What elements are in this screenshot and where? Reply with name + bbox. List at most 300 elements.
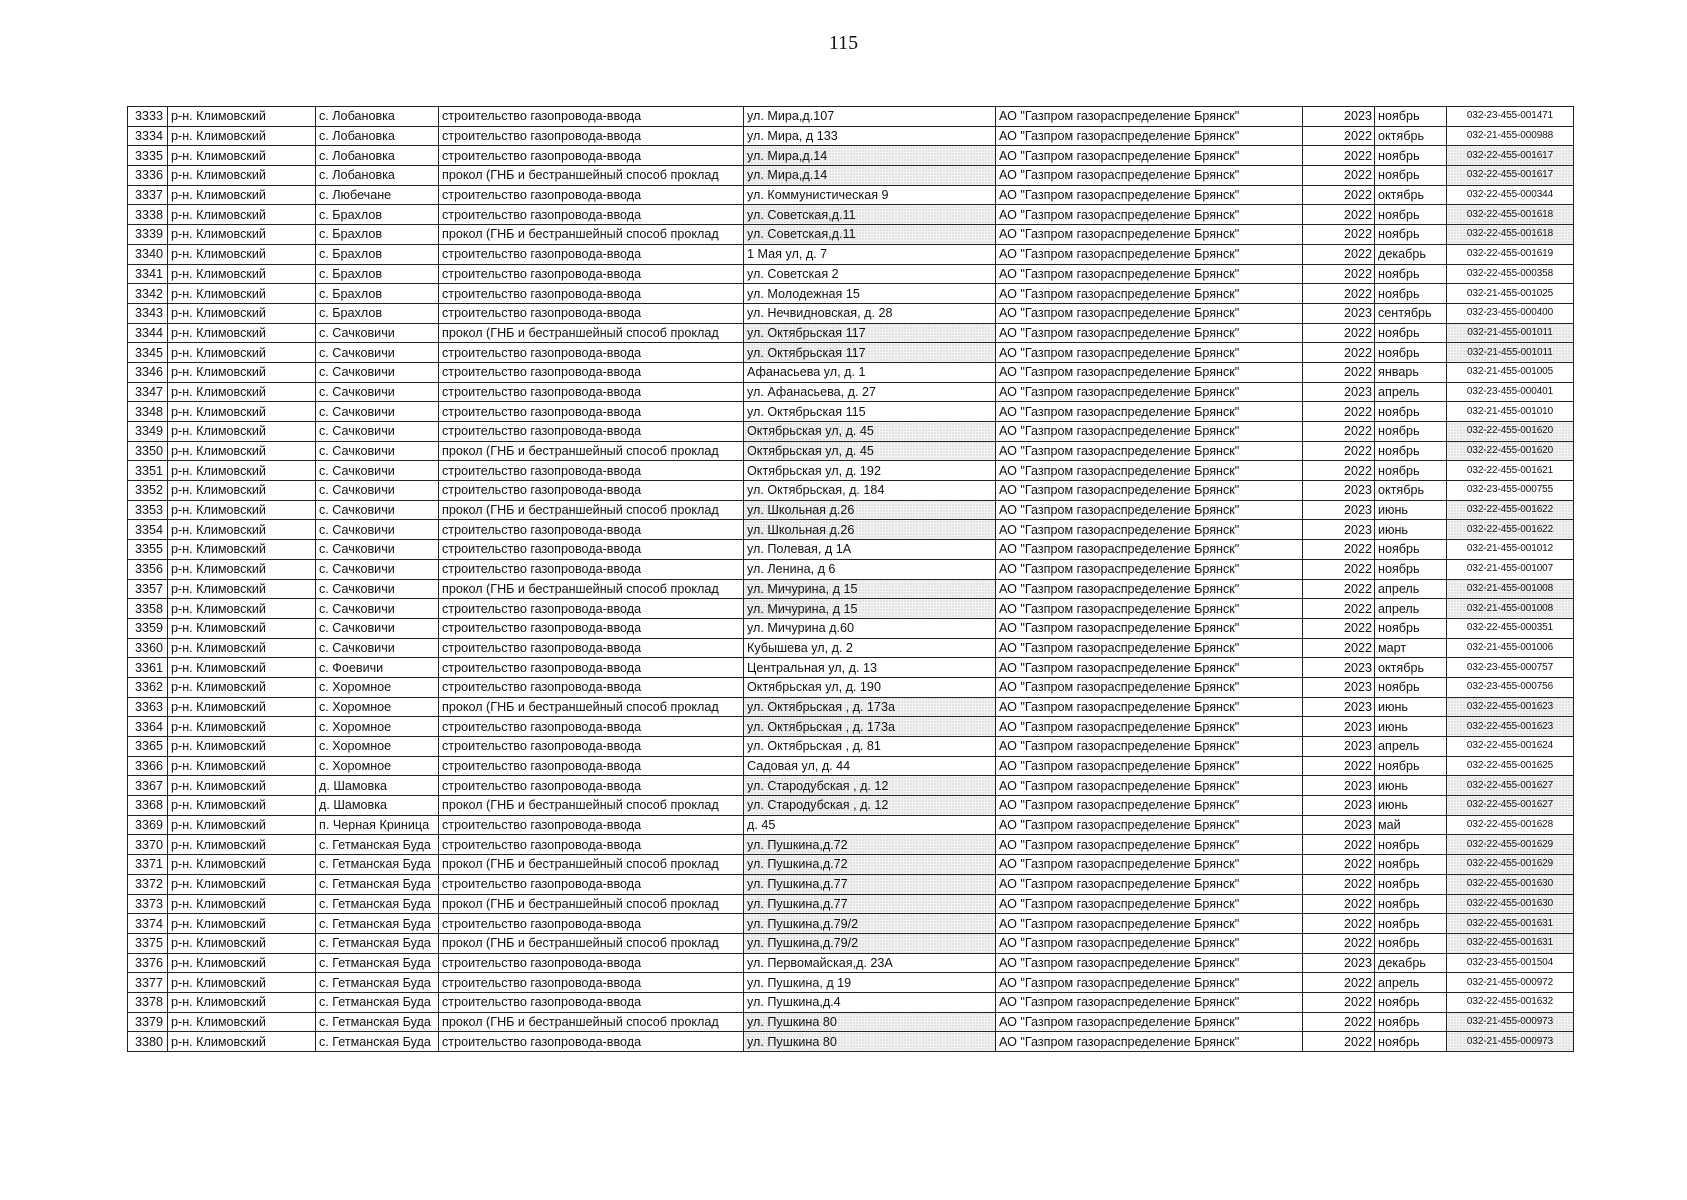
year-cell: 2022 — [1303, 343, 1375, 363]
year-cell: 2022 — [1303, 225, 1375, 245]
address-cell: д. 45 — [744, 815, 996, 835]
address-cell: Октябрьская ул, д. 192 — [744, 461, 996, 481]
work-type-cell: строительство газопровода-ввода — [439, 362, 744, 382]
table-row — [128, 500, 1574, 520]
work-type-cell: прокол (ГНБ и бестраншейный способ проклад — [439, 855, 744, 875]
code-cell: 032-22-455-001631 — [1447, 933, 1574, 953]
settlement-cell: с. Сачковичи — [316, 362, 439, 382]
code-cell: 032-22-455-001624 — [1447, 737, 1574, 757]
settlement-cell: с. Сачковичи — [316, 599, 439, 619]
settlement-cell: с. Любечане — [316, 185, 439, 205]
address-cell: Кубышева ул, д. 2 — [744, 638, 996, 658]
work-type-cell: строительство газопровода-ввода — [439, 874, 744, 894]
organization-cell: АО "Газпром газораспределение Брянск" — [996, 618, 1303, 638]
row-number-cell: 3378 — [128, 992, 168, 1012]
settlement-cell: с. Сачковичи — [316, 402, 439, 422]
year-cell: 2022 — [1303, 1012, 1375, 1032]
address-cell: ул. Первомайская,д. 23А — [744, 953, 996, 973]
work-type-cell: строительство газопровода-ввода — [439, 402, 744, 422]
code-cell: 032-22-455-001617 — [1447, 166, 1574, 186]
row-number-cell: 3336 — [128, 166, 168, 186]
month-cell: ноябрь — [1375, 166, 1447, 186]
row-number-cell: 3377 — [128, 973, 168, 993]
month-cell: ноябрь — [1375, 992, 1447, 1012]
row-number-cell: 3341 — [128, 264, 168, 284]
row-number-cell: 3362 — [128, 677, 168, 697]
organization-cell: АО "Газпром газораспределение Брянск" — [996, 717, 1303, 737]
row-number-cell: 3339 — [128, 225, 168, 245]
organization-cell: АО "Газпром газораспределение Брянск" — [996, 953, 1303, 973]
organization-cell: АО "Газпром газораспределение Брянск" — [996, 205, 1303, 225]
year-cell: 2023 — [1303, 658, 1375, 678]
settlement-cell: с. Фоевичи — [316, 658, 439, 678]
work-type-cell: строительство газопровода-ввода — [439, 107, 744, 127]
month-cell: март — [1375, 638, 1447, 658]
district-cell: р-н. Климовский — [168, 1032, 316, 1052]
work-type-cell: прокол (ГНБ и бестраншейный способ проклад — [439, 796, 744, 816]
table-row — [128, 933, 1574, 953]
district-cell: р-н. Климовский — [168, 894, 316, 914]
records-table — [127, 106, 1574, 1052]
organization-cell: АО "Газпром газораспределение Брянск" — [996, 303, 1303, 323]
year-cell: 2022 — [1303, 559, 1375, 579]
work-type-cell: строительство газопровода-ввода — [439, 618, 744, 638]
month-cell: ноябрь — [1375, 1012, 1447, 1032]
code-cell: 032-21-455-001008 — [1447, 599, 1574, 619]
table-row — [128, 284, 1574, 304]
organization-cell: АО "Газпром газораспределение Брянск" — [996, 815, 1303, 835]
work-type-cell: строительство газопровода-ввода — [439, 284, 744, 304]
month-cell: ноябрь — [1375, 107, 1447, 127]
year-cell: 2022 — [1303, 579, 1375, 599]
organization-cell: АО "Газпром газораспределение Брянск" — [996, 441, 1303, 461]
settlement-cell: с. Хоромное — [316, 737, 439, 757]
month-cell: ноябрь — [1375, 225, 1447, 245]
row-number-cell: 3335 — [128, 146, 168, 166]
records-body — [128, 107, 1574, 1052]
district-cell: р-н. Климовский — [168, 677, 316, 697]
address-cell: ул. Пушкина,д.72 — [744, 835, 996, 855]
year-cell: 2022 — [1303, 205, 1375, 225]
table-row — [128, 540, 1574, 560]
year-cell: 2022 — [1303, 756, 1375, 776]
settlement-cell: с. Сачковичи — [316, 579, 439, 599]
settlement-cell: с. Хоромное — [316, 717, 439, 737]
code-cell: 032-22-455-001623 — [1447, 717, 1574, 737]
code-cell: 032-22-455-001625 — [1447, 756, 1574, 776]
table-row — [128, 323, 1574, 343]
address-cell: ул. Пушкина,д.4 — [744, 992, 996, 1012]
row-number-cell: 3371 — [128, 855, 168, 875]
year-cell: 2022 — [1303, 264, 1375, 284]
organization-cell: АО "Газпром газораспределение Брянск" — [996, 874, 1303, 894]
year-cell: 2023 — [1303, 815, 1375, 835]
work-type-cell: строительство газопровода-ввода — [439, 126, 744, 146]
table-row — [128, 776, 1574, 796]
district-cell: р-н. Климовский — [168, 953, 316, 973]
address-cell: ул. Афанасьева, д. 27 — [744, 382, 996, 402]
code-cell: 032-23-455-001471 — [1447, 107, 1574, 127]
month-cell: декабрь — [1375, 953, 1447, 973]
settlement-cell: с. Лобановка — [316, 146, 439, 166]
work-type-cell: строительство газопровода-ввода — [439, 756, 744, 776]
work-type-cell: строительство газопровода-ввода — [439, 303, 744, 323]
month-cell: ноябрь — [1375, 933, 1447, 953]
row-number-cell: 3363 — [128, 697, 168, 717]
organization-cell: АО "Газпром газораспределение Брянск" — [996, 540, 1303, 560]
table-row — [128, 481, 1574, 501]
work-type-cell: прокол (ГНБ и бестраншейный способ проклад — [439, 579, 744, 599]
address-cell: ул. Советская,д.11 — [744, 205, 996, 225]
address-cell: ул. Октябрьская , д. 173а — [744, 717, 996, 737]
year-cell: 2022 — [1303, 1032, 1375, 1052]
row-number-cell: 3374 — [128, 914, 168, 934]
work-type-cell: прокол (ГНБ и бестраншейный способ проклад — [439, 500, 744, 520]
address-cell: ул. Октябрьская 117 — [744, 323, 996, 343]
month-cell: июнь — [1375, 776, 1447, 796]
month-cell: ноябрь — [1375, 914, 1447, 934]
address-cell: 1 Мая ул, д. 7 — [744, 244, 996, 264]
district-cell: р-н. Климовский — [168, 481, 316, 501]
district-cell: р-н. Климовский — [168, 303, 316, 323]
settlement-cell: с. Гетманская Буда — [316, 1032, 439, 1052]
table-row — [128, 599, 1574, 619]
work-type-cell: строительство газопровода-ввода — [439, 205, 744, 225]
month-cell: ноябрь — [1375, 323, 1447, 343]
district-cell: р-н. Климовский — [168, 343, 316, 363]
settlement-cell: с. Брахлов — [316, 205, 439, 225]
month-cell: июнь — [1375, 796, 1447, 816]
settlement-cell: с. Сачковичи — [316, 343, 439, 363]
work-type-cell: строительство газопровода-ввода — [439, 382, 744, 402]
district-cell: р-н. Климовский — [168, 658, 316, 678]
month-cell: ноябрь — [1375, 677, 1447, 697]
year-cell: 2022 — [1303, 599, 1375, 619]
month-cell: ноябрь — [1375, 835, 1447, 855]
district-cell: р-н. Климовский — [168, 992, 316, 1012]
address-cell: ул. Пушкина, д 19 — [744, 973, 996, 993]
settlement-cell: с. Хоромное — [316, 756, 439, 776]
code-cell: 032-23-455-000400 — [1447, 303, 1574, 323]
settlement-cell: с. Сачковичи — [316, 500, 439, 520]
district-cell: р-н. Климовский — [168, 441, 316, 461]
organization-cell: АО "Газпром газораспределение Брянск" — [996, 658, 1303, 678]
row-number-cell: 3360 — [128, 638, 168, 658]
address-cell: ул. Нечвидновская, д. 28 — [744, 303, 996, 323]
organization-cell: АО "Газпром газораспределение Брянск" — [996, 697, 1303, 717]
month-cell: май — [1375, 815, 1447, 835]
table-row — [128, 658, 1574, 678]
code-cell: 032-23-455-000757 — [1447, 658, 1574, 678]
work-type-cell: строительство газопровода-ввода — [439, 264, 744, 284]
address-cell: Центральная ул, д. 13 — [744, 658, 996, 678]
row-number-cell: 3358 — [128, 599, 168, 619]
district-cell: р-н. Климовский — [168, 973, 316, 993]
address-cell: ул. Школьная д.26 — [744, 520, 996, 540]
row-number-cell: 3345 — [128, 343, 168, 363]
table-row — [128, 874, 1574, 894]
year-cell: 2023 — [1303, 953, 1375, 973]
address-cell: ул. Мичурина д.60 — [744, 618, 996, 638]
row-number-cell: 3346 — [128, 362, 168, 382]
settlement-cell: с. Лобановка — [316, 166, 439, 186]
code-cell: 032-22-455-001621 — [1447, 461, 1574, 481]
code-cell: 032-22-455-001622 — [1447, 520, 1574, 540]
settlement-cell: с. Сачковичи — [316, 638, 439, 658]
table-row — [128, 697, 1574, 717]
district-cell: р-н. Климовский — [168, 796, 316, 816]
settlement-cell: п. Черная Криница — [316, 815, 439, 835]
district-cell: р-н. Климовский — [168, 166, 316, 186]
month-cell: ноябрь — [1375, 441, 1447, 461]
district-cell: р-н. Климовский — [168, 559, 316, 579]
district-cell: р-н. Климовский — [168, 520, 316, 540]
row-number-cell: 3372 — [128, 874, 168, 894]
month-cell: декабрь — [1375, 244, 1447, 264]
row-number-cell: 3375 — [128, 933, 168, 953]
address-cell: ул. Октябрьская , д. 173а — [744, 697, 996, 717]
organization-cell: АО "Газпром газораспределение Брянск" — [996, 264, 1303, 284]
work-type-cell: строительство газопровода-ввода — [439, 835, 744, 855]
table-row — [128, 520, 1574, 540]
district-cell: р-н. Климовский — [168, 205, 316, 225]
year-cell: 2022 — [1303, 461, 1375, 481]
address-cell: ул. Мира,д.107 — [744, 107, 996, 127]
settlement-cell: с. Гетманская Буда — [316, 874, 439, 894]
work-type-cell: строительство газопровода-ввода — [439, 244, 744, 264]
year-cell: 2023 — [1303, 303, 1375, 323]
address-cell: ул. Молодежная 15 — [744, 284, 996, 304]
year-cell: 2022 — [1303, 874, 1375, 894]
work-type-cell: строительство газопровода-ввода — [439, 520, 744, 540]
month-cell: октябрь — [1375, 126, 1447, 146]
settlement-cell: с. Гетманская Буда — [316, 992, 439, 1012]
code-cell: 032-23-455-000756 — [1447, 677, 1574, 697]
month-cell: ноябрь — [1375, 540, 1447, 560]
month-cell: июнь — [1375, 500, 1447, 520]
settlement-cell: с. Сачковичи — [316, 422, 439, 442]
settlement-cell: с. Гетманская Буда — [316, 953, 439, 973]
work-type-cell: строительство газопровода-ввода — [439, 559, 744, 579]
table-row — [128, 461, 1574, 481]
address-cell: ул. Ленина, д 6 — [744, 559, 996, 579]
year-cell: 2023 — [1303, 677, 1375, 697]
address-cell: ул. Мира, д 133 — [744, 126, 996, 146]
row-number-cell: 3338 — [128, 205, 168, 225]
code-cell: 032-21-455-001005 — [1447, 362, 1574, 382]
row-number-cell: 3368 — [128, 796, 168, 816]
work-type-cell: строительство газопровода-ввода — [439, 599, 744, 619]
district-cell: р-н. Климовский — [168, 599, 316, 619]
organization-cell: АО "Газпром газораспределение Брянск" — [996, 500, 1303, 520]
month-cell: ноябрь — [1375, 756, 1447, 776]
table-row — [128, 855, 1574, 875]
district-cell: р-н. Климовский — [168, 126, 316, 146]
address-cell: Садовая ул, д. 44 — [744, 756, 996, 776]
organization-cell: АО "Газпром газораспределение Брянск" — [996, 343, 1303, 363]
organization-cell: АО "Газпром газораспределение Брянск" — [996, 481, 1303, 501]
year-cell: 2023 — [1303, 717, 1375, 737]
district-cell: р-н. Климовский — [168, 540, 316, 560]
month-cell: ноябрь — [1375, 461, 1447, 481]
organization-cell: АО "Газпром газораспределение Брянск" — [996, 107, 1303, 127]
district-cell: р-н. Климовский — [168, 579, 316, 599]
table-row — [128, 737, 1574, 757]
year-cell: 2022 — [1303, 402, 1375, 422]
code-cell: 032-22-455-001618 — [1447, 225, 1574, 245]
code-cell: 032-22-455-001630 — [1447, 874, 1574, 894]
work-type-cell: прокол (ГНБ и бестраншейный способ проклад — [439, 933, 744, 953]
year-cell: 2022 — [1303, 992, 1375, 1012]
month-cell: ноябрь — [1375, 855, 1447, 875]
district-cell: р-н. Климовский — [168, 697, 316, 717]
organization-cell: АО "Газпром газораспределение Брянск" — [996, 382, 1303, 402]
settlement-cell: с. Сачковичи — [316, 461, 439, 481]
row-number-cell: 3359 — [128, 618, 168, 638]
row-number-cell: 3367 — [128, 776, 168, 796]
organization-cell: АО "Газпром газораспределение Брянск" — [996, 362, 1303, 382]
organization-cell: АО "Газпром газораспределение Брянск" — [996, 126, 1303, 146]
year-cell: 2023 — [1303, 796, 1375, 816]
table-row — [128, 126, 1574, 146]
row-number-cell: 3348 — [128, 402, 168, 422]
row-number-cell: 3366 — [128, 756, 168, 776]
month-cell: апрель — [1375, 382, 1447, 402]
code-cell: 032-22-455-001632 — [1447, 992, 1574, 1012]
address-cell: ул. Октябрьская 115 — [744, 402, 996, 422]
settlement-cell: с. Сачковичи — [316, 441, 439, 461]
month-cell: июнь — [1375, 520, 1447, 540]
organization-cell: АО "Газпром газораспределение Брянск" — [996, 992, 1303, 1012]
address-cell: ул. Пушкина,д.79/2 — [744, 914, 996, 934]
organization-cell: АО "Газпром газораспределение Брянск" — [996, 933, 1303, 953]
work-type-cell: строительство газопровода-ввода — [439, 776, 744, 796]
organization-cell: АО "Газпром газораспределение Брянск" — [996, 225, 1303, 245]
district-cell: р-н. Климовский — [168, 422, 316, 442]
settlement-cell: с. Брахлов — [316, 284, 439, 304]
table-row — [128, 422, 1574, 442]
code-cell: 032-21-455-001011 — [1447, 323, 1574, 343]
table-row — [128, 303, 1574, 323]
code-cell: 032-21-455-000988 — [1447, 126, 1574, 146]
work-type-cell: строительство газопровода-ввода — [439, 953, 744, 973]
address-cell: Октябрьская ул, д. 190 — [744, 677, 996, 697]
work-type-cell: прокол (ГНБ и бестраншейный способ проклад — [439, 323, 744, 343]
district-cell: р-н. Климовский — [168, 382, 316, 402]
year-cell: 2023 — [1303, 776, 1375, 796]
work-type-cell: прокол (ГНБ и бестраншейный способ проклад — [439, 166, 744, 186]
organization-cell: АО "Газпром газораспределение Брянск" — [996, 1012, 1303, 1032]
month-cell: ноябрь — [1375, 343, 1447, 363]
row-number-cell: 3361 — [128, 658, 168, 678]
district-cell: р-н. Климовский — [168, 264, 316, 284]
organization-cell: АО "Газпром газораспределение Брянск" — [996, 894, 1303, 914]
code-cell: 032-22-455-001628 — [1447, 815, 1574, 835]
row-number-cell: 3334 — [128, 126, 168, 146]
settlement-cell: с. Лобановка — [316, 107, 439, 127]
year-cell: 2023 — [1303, 697, 1375, 717]
month-cell: апрель — [1375, 599, 1447, 619]
year-cell: 2022 — [1303, 540, 1375, 560]
work-type-cell: строительство газопровода-ввода — [439, 717, 744, 737]
code-cell: 032-23-455-000755 — [1447, 481, 1574, 501]
settlement-cell: с. Гетманская Буда — [316, 835, 439, 855]
work-type-cell: прокол (ГНБ и бестраншейный способ проклад — [439, 1012, 744, 1032]
table-row — [128, 579, 1574, 599]
district-cell: р-н. Климовский — [168, 756, 316, 776]
address-cell: ул. Октябрьская 117 — [744, 343, 996, 363]
table-row — [128, 1012, 1574, 1032]
district-cell: р-н. Климовский — [168, 874, 316, 894]
district-cell: р-н. Климовский — [168, 815, 316, 835]
year-cell: 2022 — [1303, 422, 1375, 442]
month-cell: октябрь — [1375, 481, 1447, 501]
month-cell: январь — [1375, 362, 1447, 382]
row-number-cell: 3342 — [128, 284, 168, 304]
row-number-cell: 3333 — [128, 107, 168, 127]
settlement-cell: с. Гетманская Буда — [316, 894, 439, 914]
organization-cell: АО "Газпром газораспределение Брянск" — [996, 835, 1303, 855]
year-cell: 2022 — [1303, 618, 1375, 638]
address-cell: ул. Пушкина 80 — [744, 1032, 996, 1052]
month-cell: октябрь — [1375, 658, 1447, 678]
code-cell: 032-22-455-001620 — [1447, 441, 1574, 461]
organization-cell: АО "Газпром газораспределение Брянск" — [996, 579, 1303, 599]
district-cell: р-н. Климовский — [168, 107, 316, 127]
page-number: 115 — [828, 32, 859, 54]
row-number-cell: 3356 — [128, 559, 168, 579]
row-number-cell: 3373 — [128, 894, 168, 914]
settlement-cell: с. Гетманская Буда — [316, 933, 439, 953]
district-cell: р-н. Климовский — [168, 461, 316, 481]
organization-cell: АО "Газпром газораспределение Брянск" — [996, 323, 1303, 343]
organization-cell: АО "Газпром газораспределение Брянск" — [996, 776, 1303, 796]
table-row — [128, 992, 1574, 1012]
district-cell: р-н. Климовский — [168, 1012, 316, 1032]
year-cell: 2023 — [1303, 520, 1375, 540]
year-cell: 2022 — [1303, 362, 1375, 382]
organization-cell: АО "Газпром газораспределение Брянск" — [996, 244, 1303, 264]
code-cell: 032-21-455-001008 — [1447, 579, 1574, 599]
work-type-cell: строительство газопровода-ввода — [439, 677, 744, 697]
month-cell: ноябрь — [1375, 146, 1447, 166]
table-row — [128, 914, 1574, 934]
code-cell: 032-22-455-000351 — [1447, 618, 1574, 638]
year-cell: 2023 — [1303, 500, 1375, 520]
settlement-cell: с. Лобановка — [316, 126, 439, 146]
district-cell: р-н. Климовский — [168, 737, 316, 757]
year-cell: 2022 — [1303, 973, 1375, 993]
settlement-cell: д. Шамовка — [316, 796, 439, 816]
table-row — [128, 835, 1574, 855]
organization-cell: АО "Газпром газораспределение Брянск" — [996, 185, 1303, 205]
month-cell: ноябрь — [1375, 402, 1447, 422]
work-type-cell: строительство газопровода-ввода — [439, 1032, 744, 1052]
table-row — [128, 402, 1574, 422]
code-cell: 032-21-455-001007 — [1447, 559, 1574, 579]
address-cell: ул. Пушкина,д.72 — [744, 855, 996, 875]
row-number-cell: 3351 — [128, 461, 168, 481]
work-type-cell: строительство газопровода-ввода — [439, 973, 744, 993]
month-cell: апрель — [1375, 579, 1447, 599]
district-cell: р-н. Климовский — [168, 933, 316, 953]
table-row — [128, 1032, 1574, 1052]
organization-cell: АО "Газпром газораспределение Брянск" — [996, 599, 1303, 619]
address-cell: ул. Пушкина,д.79/2 — [744, 933, 996, 953]
address-cell: ул. Коммунистическая 9 — [744, 185, 996, 205]
code-cell: 032-22-455-001630 — [1447, 894, 1574, 914]
work-type-cell: строительство газопровода-ввода — [439, 146, 744, 166]
